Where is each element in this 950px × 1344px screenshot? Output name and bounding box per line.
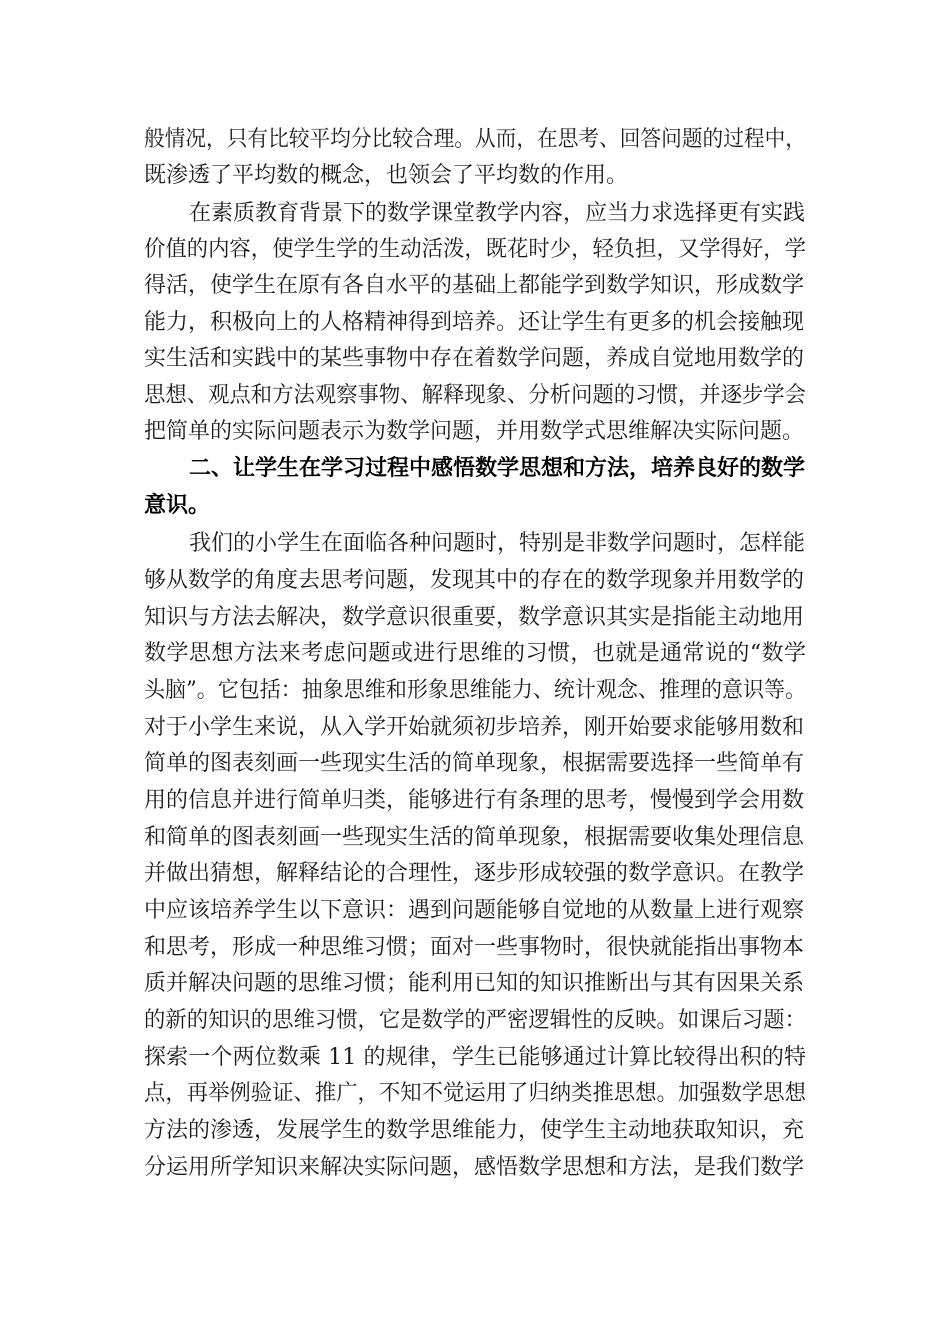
body-line [0,930,950,966]
line-text: 质并解决问题的思维习惯；能利用已知的知识推断出与其有因果关系 [144,971,805,996]
line-text: 知识与方法去解决，数学意识很重要，数学意识其实是指能主动地用 [144,605,805,630]
line-text: 简单的图表刻画一些现实生活的简单现象，根据需要选择一些简单有 [144,751,805,776]
body-line [0,305,950,341]
body-line [0,783,950,819]
body-line [0,966,950,1002]
body-line [0,268,950,304]
line-text: 分运用所学知识来解决实际问题，感悟数学思想和方法，是我们数学 [144,1155,805,1180]
line-text: 数学思想方法来考虑问题或进行思维的习惯，也就是通常说的“数学 [144,641,807,666]
line-text: 中应该培养学生以下意识：遇到问题能够自觉地的从数量上进行观察 [144,898,805,923]
body-line [0,378,950,414]
line-text: 用的信息并进行简单归类，能够进行有条理的思考，慢慢到学会用数 [144,788,805,813]
line-text: 能力，积极向上的人格精神得到培养。还让学生有更多的机会接触现 [144,310,805,335]
line-text: 够从数学的角度去思考问题，发现其中的存在的数学现象并用数学的 [144,568,805,593]
body-line [0,122,950,158]
paragraph-first-line [0,196,950,232]
body-line [0,1150,950,1186]
line-text: 既渗透了平均数的概念，也领会了平均数的作用。 [144,163,629,188]
body-line [0,710,950,746]
line-text: 和简单的图表刻画一些现实生活的简单现象，根据需要收集处理信息 [144,825,805,850]
heading-text: 二、让学生在学习过程中感悟数学思想和方法，培养良好的数学 [189,456,806,481]
line-text: 方法的渗透，发展学生的数学思维能力，使学生主动地获取知识，充 [144,1118,805,1143]
line-text: 在素质教育背景下的数学课堂教学内容，应当力求选择更有实践 [189,201,806,226]
section-heading [0,451,950,487]
line-text: 思想、观点和方法观察事物、解释现象、分析问题的习惯，并逐步学会 [144,383,806,408]
line-text: 实生活和实践中的某些事物中存在着数学问题，养成自觉地用数学的 [144,346,805,371]
line-text: 头脑”。它包括：抽象思维和形象思维能力、统计观念、推理的意识等。 [144,678,806,703]
body-line [0,232,950,268]
line-text: 得活，使学生在原有各自水平的基础上都能学到数学知识，形成数学 [144,273,805,298]
body-line [0,414,950,450]
line-text: 价值的内容，使学生学的生动活泼，既花时少，轻负担，又学得好，学 [144,237,806,262]
paragraph-first-line [0,526,950,562]
section-heading [0,488,950,524]
body-line [0,1003,950,1039]
body-line [0,893,950,929]
body-line [0,563,950,599]
line-text: 的新的知识的思维习惯，它是数学的严密逻辑性的反映。如课后习题： [144,1008,806,1033]
body-line [0,600,950,636]
body-line [0,856,950,892]
body-line [0,158,950,194]
line-text: 对于小学生来说，从入学开始就须初步培养，刚开始要求能够用数和 [144,715,805,740]
line-text: 般情况，只有比较平均分比较合理。从而，在思考、回答问题的过程中， [144,127,806,152]
line-text: 把简单的实际问题表示为数学问题，并用数学式思维解决实际问题。 [144,419,805,444]
line-text: 我们的小学生在面临各种问题时，特别是非数学问题时，怎样能 [189,531,806,556]
body-line [0,746,950,782]
line-text: 和思考，形成一种思维习惯；面对一些事物时，很快就能指出事物本 [144,935,805,960]
body-line [0,1040,950,1076]
line-text: 并做出猜想，解释结论的合理性，逐步形成较强的数学意识。在教学 [144,861,805,886]
heading-text: 意识。 [144,493,210,518]
body-line [0,1113,950,1149]
body-line [0,820,950,856]
body-line [0,636,950,672]
line-text: 点，再举例验证、推广，不知不觉运用了归纳类推思想。加强数学思想 [144,1081,806,1106]
line-text: 探索一个两位数乘 11 的规律，学生已能够通过计算比较得出积的特 [144,1045,807,1070]
body-line [0,673,950,709]
body-line [0,341,950,377]
body-line [0,1076,950,1112]
